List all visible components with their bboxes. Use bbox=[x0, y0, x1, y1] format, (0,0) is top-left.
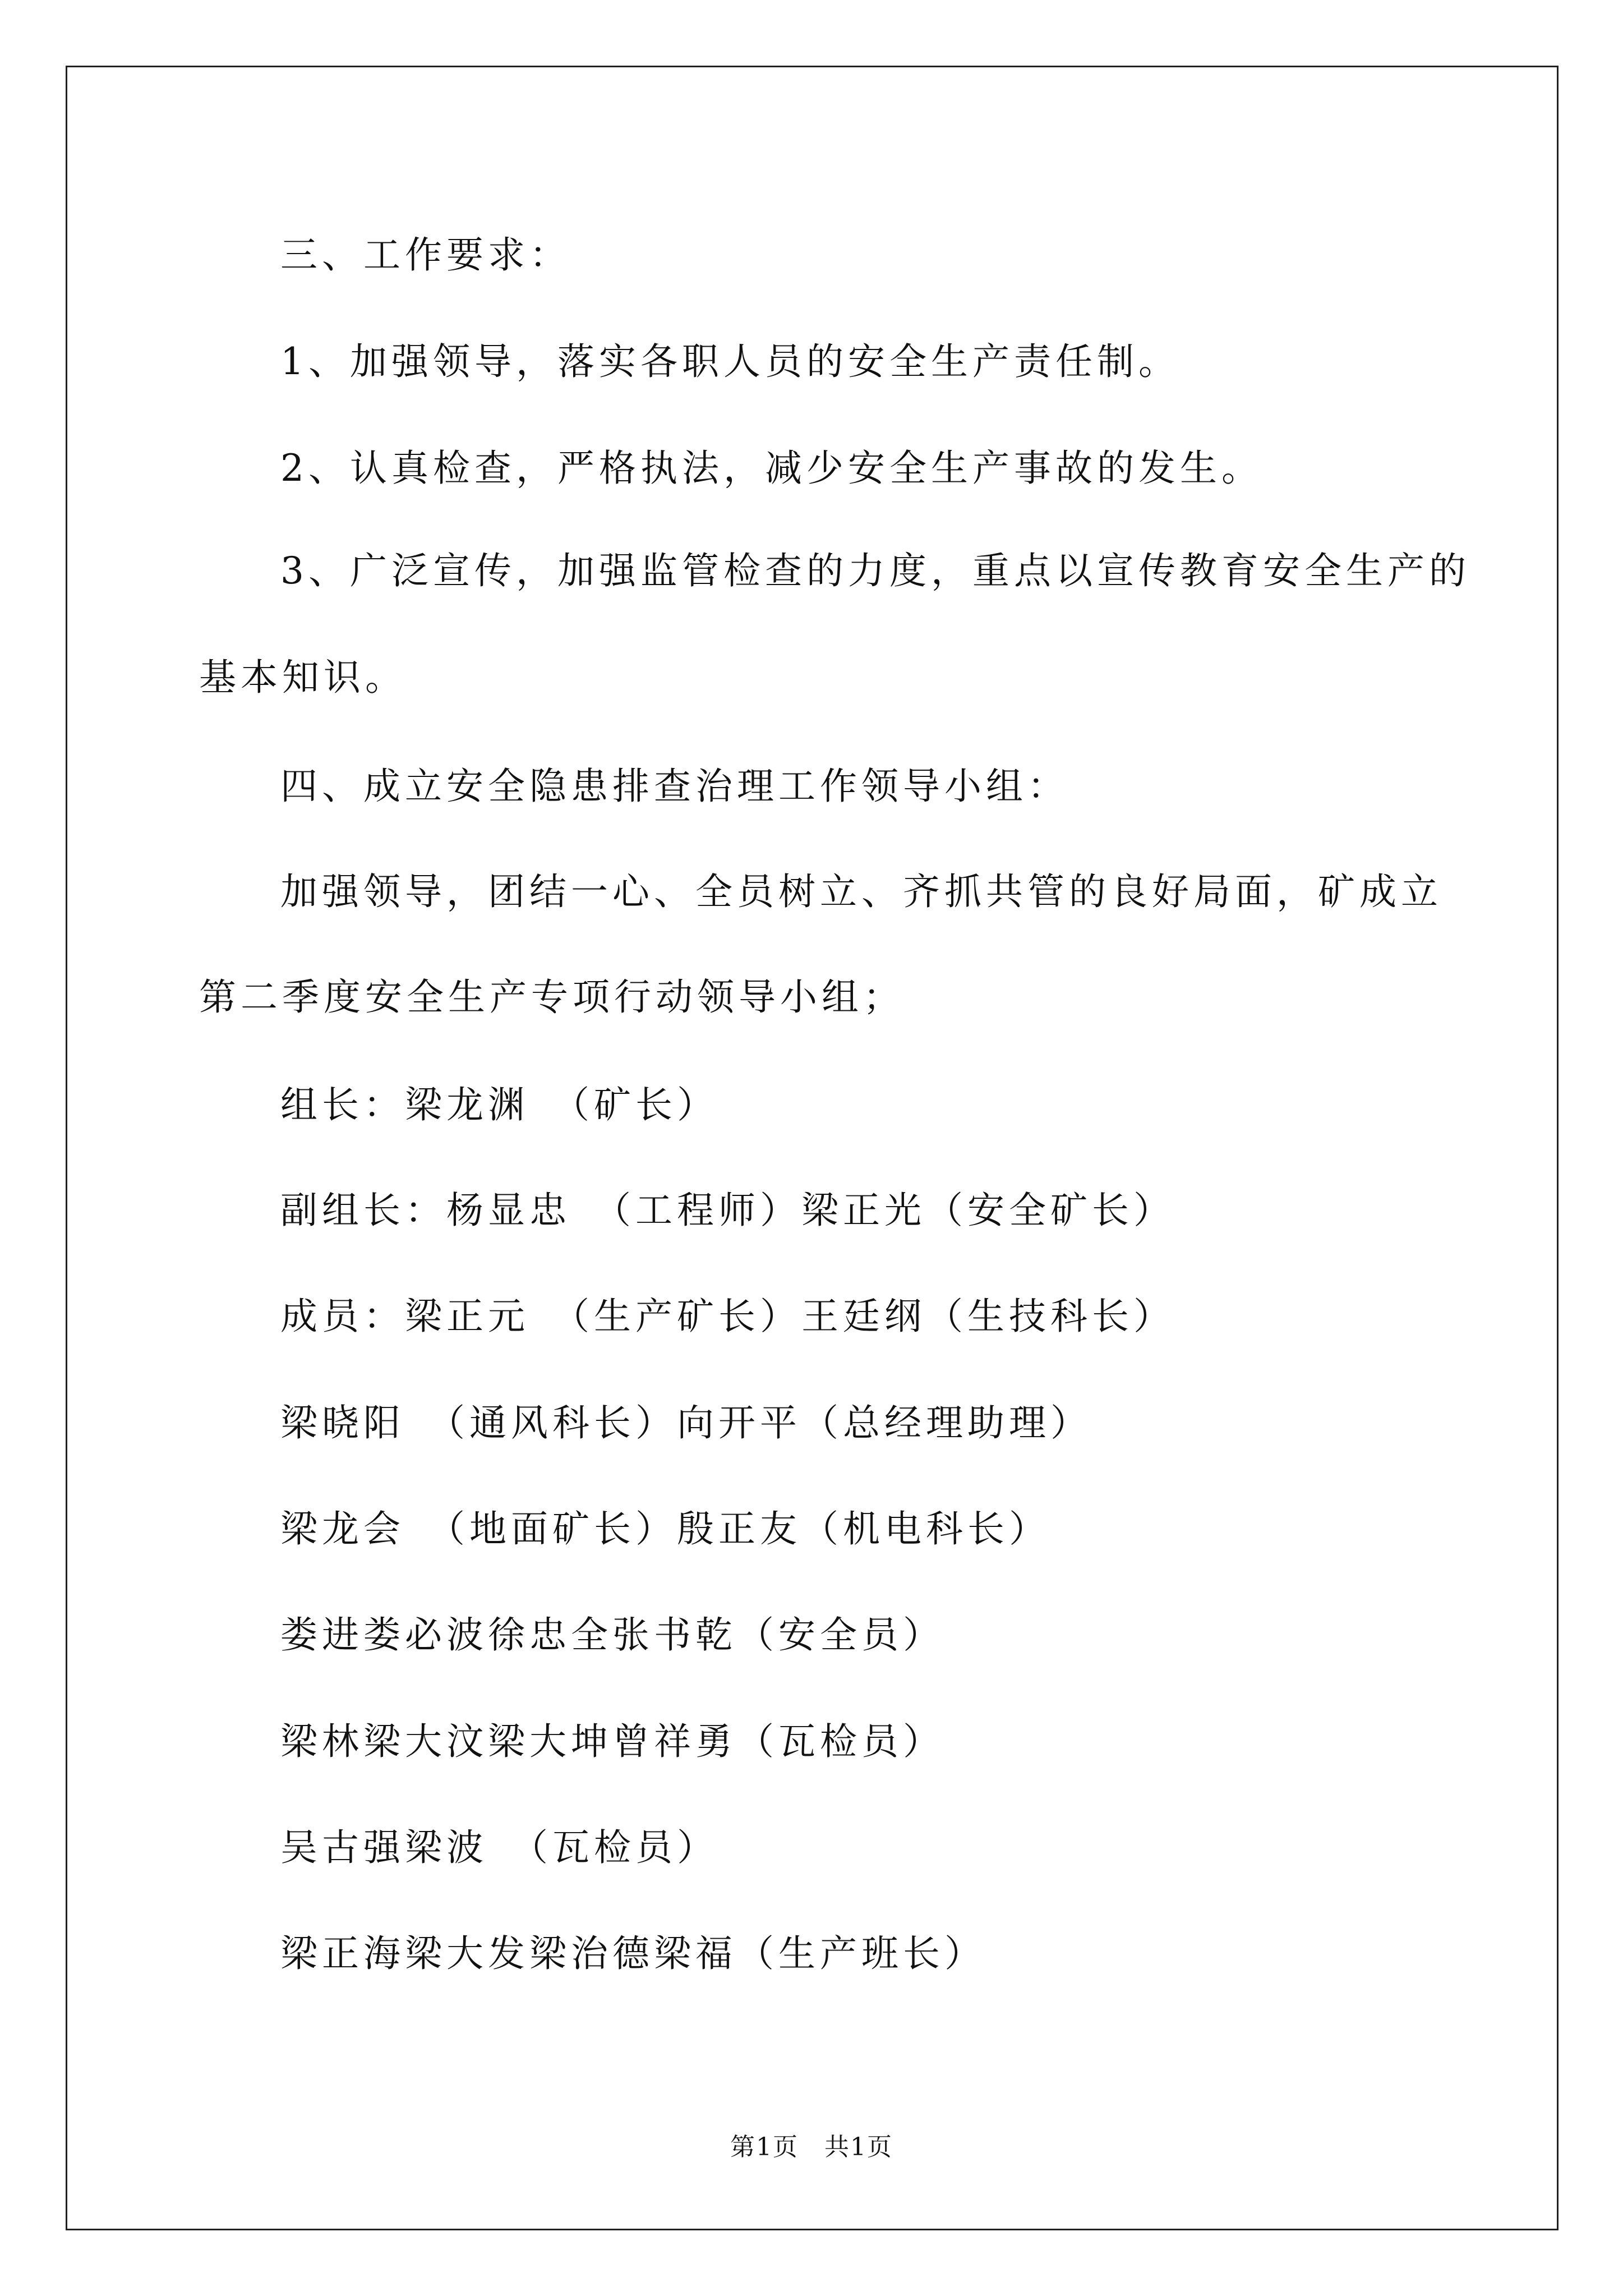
members-line-7: 梁正海梁大发梁治德梁福（生产班长） bbox=[280, 1932, 986, 1975]
members-line-5: 梁林梁大汶梁大坤曾祥勇（瓦检员） bbox=[280, 1720, 944, 1763]
deputy-group-leader: 副组长：杨显忠 （工程师）梁正光（安全矿长） bbox=[280, 1189, 1175, 1232]
members-line-4: 娄进娄必波徐忠全张书乾（安全员） bbox=[280, 1613, 944, 1657]
requirement-item-3: 3、广泛宣传，加强监管检查的力度，重点以宣传教育安全生产的 bbox=[280, 549, 1470, 592]
requirement-item-1: 1、加强领导，落实各职人员的安全生产责任制。 bbox=[280, 340, 1180, 383]
paragraph-leadership-continued: 第二季度安全生产专项行动领导小组； bbox=[199, 976, 905, 1019]
page-border bbox=[66, 66, 1559, 2230]
page-number-footer: 第1页 共1页 bbox=[730, 2133, 893, 2161]
paragraph-leadership: 加强领导，团结一心、全员树立、齐抓共管的良好局面，矿成立 bbox=[280, 870, 1442, 913]
section-heading-leadership-group: 四、成立安全隐患排查治理工作领导小组： bbox=[280, 765, 1069, 808]
requirement-item-2: 2、认真检查，严格执法，减少安全生产事故的发生。 bbox=[280, 447, 1263, 490]
members-line-2: 梁晓阳 （通风科长）向开平（总经理助理） bbox=[280, 1401, 1092, 1444]
section-heading-work-requirements: 三、工作要求： bbox=[280, 233, 571, 277]
members-line-1: 成员：梁正元 （生产矿长）王廷纲（生技科长） bbox=[280, 1295, 1175, 1338]
requirement-item-3-continued: 基本知识。 bbox=[199, 656, 407, 699]
members-line-6: 吴古强梁波 （瓦检员） bbox=[280, 1826, 718, 1869]
group-leader: 组长：梁龙渊 （矿长） bbox=[280, 1083, 718, 1126]
members-line-3: 梁龙会 （地面矿长）殷正友（机电科长） bbox=[280, 1507, 1050, 1550]
